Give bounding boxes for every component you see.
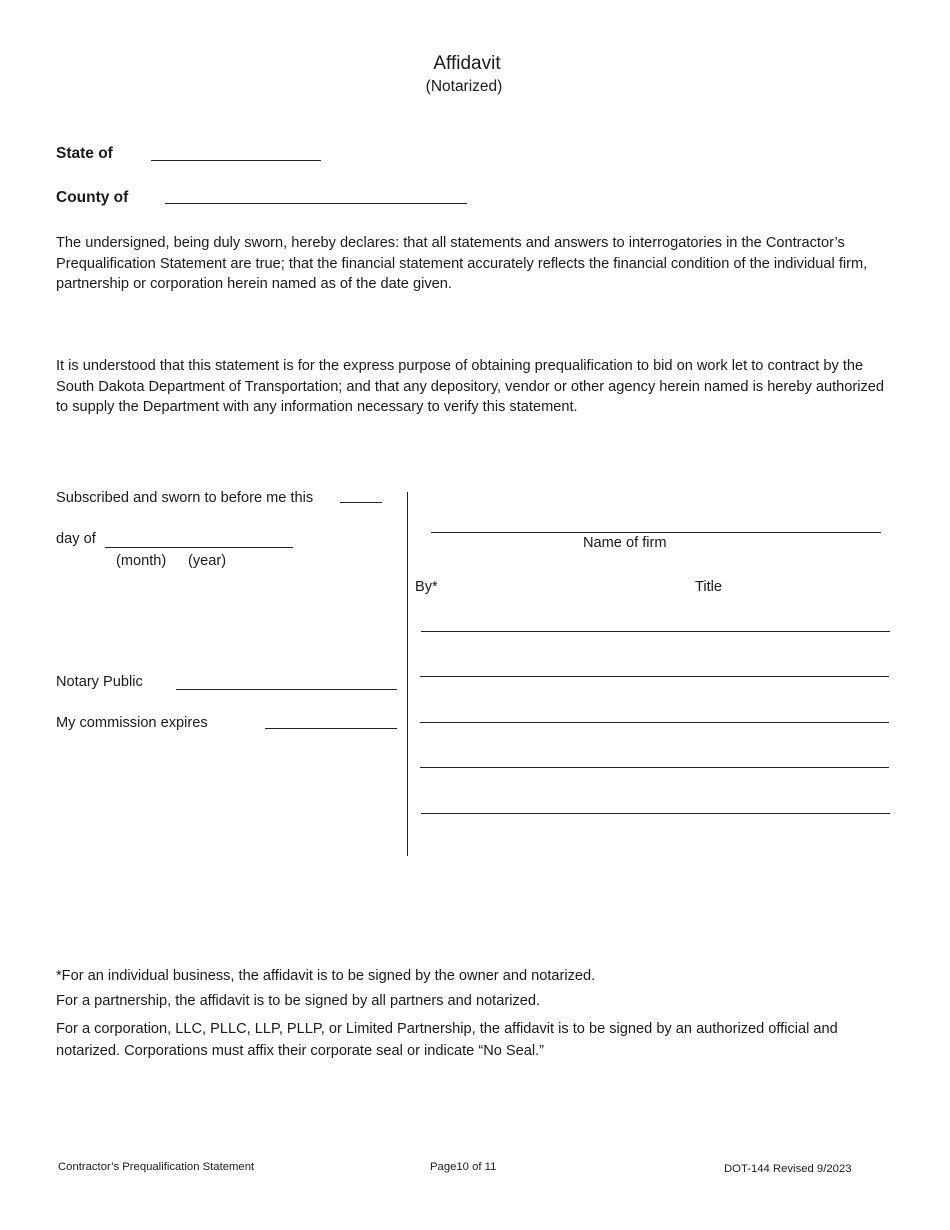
note-corporation: For a corporation, LLC, PLLC, LLP, PLLP, or Limited Partnership, the affidavit is to be signed by an authorized official and notarized. Corporations must affix their corporate seal or indicate “No Seal.” [56,1021,838,1059]
form-number: DOT-144 Revised 9/2023 [724,1163,852,1175]
notary-public-field[interactable] [176,689,397,690]
authorization-paragraph: It is understood that this statement is for the express purpose of obtaining prequalification to bid on work let to contract by the South Dakota Department of Transportation; and that any depository, vendor or other agency herein named is hereby authorized to supply the Department with any information necessary to verify this statement. [56,358,885,415]
subscribed-label: Subscribed and sworn to before me this [56,490,314,506]
signature-line[interactable] [421,631,890,632]
commission-label: My commission expires [56,715,208,731]
firm-name-field[interactable] [431,532,881,533]
county-field[interactable] [165,203,467,204]
note-individual: *For an individual business, the affidavit is to be signed by the owner and notarized. [56,968,596,984]
signature-line[interactable] [420,767,889,768]
notary-public-label: Notary Public [56,674,143,690]
year-hint: (year) [188,553,227,569]
month-year-field[interactable] [105,547,293,548]
column-divider [407,492,408,856]
month-hint: (month) [116,553,167,569]
page-title: Affidavit [433,53,501,74]
signature-line[interactable] [420,722,889,723]
note-partnership: For a partnership, the affidavit is to be signed by all partners and notarized. [56,993,541,1009]
signature-line[interactable] [421,813,890,814]
title-label: Title [695,579,723,595]
page-number: Page10 of 11 [430,1161,497,1173]
state-label: State of [56,145,113,162]
state-field[interactable] [151,160,321,161]
page-subtitle: (Notarized) [425,78,503,95]
day-of-label: day of [56,531,96,547]
county-label: County of [56,189,129,206]
signature-line[interactable] [420,676,889,677]
day-field[interactable] [340,502,382,503]
by-label: By* [415,579,438,595]
commission-expires-field[interactable] [265,728,397,729]
firm-label: Name of firm [583,535,667,551]
footer-left: Contractor’s Prequalification Statement [58,1161,255,1173]
declaration-paragraph: The undersigned, being duly sworn, hereby declares: that all statements and answers to interrogatories in the Contractor’s Prequalification Statement are true; that the financial statement accurately reflects the financial condition of the individual firm, partnership or corporation herein named as of the date given. [56,235,868,292]
